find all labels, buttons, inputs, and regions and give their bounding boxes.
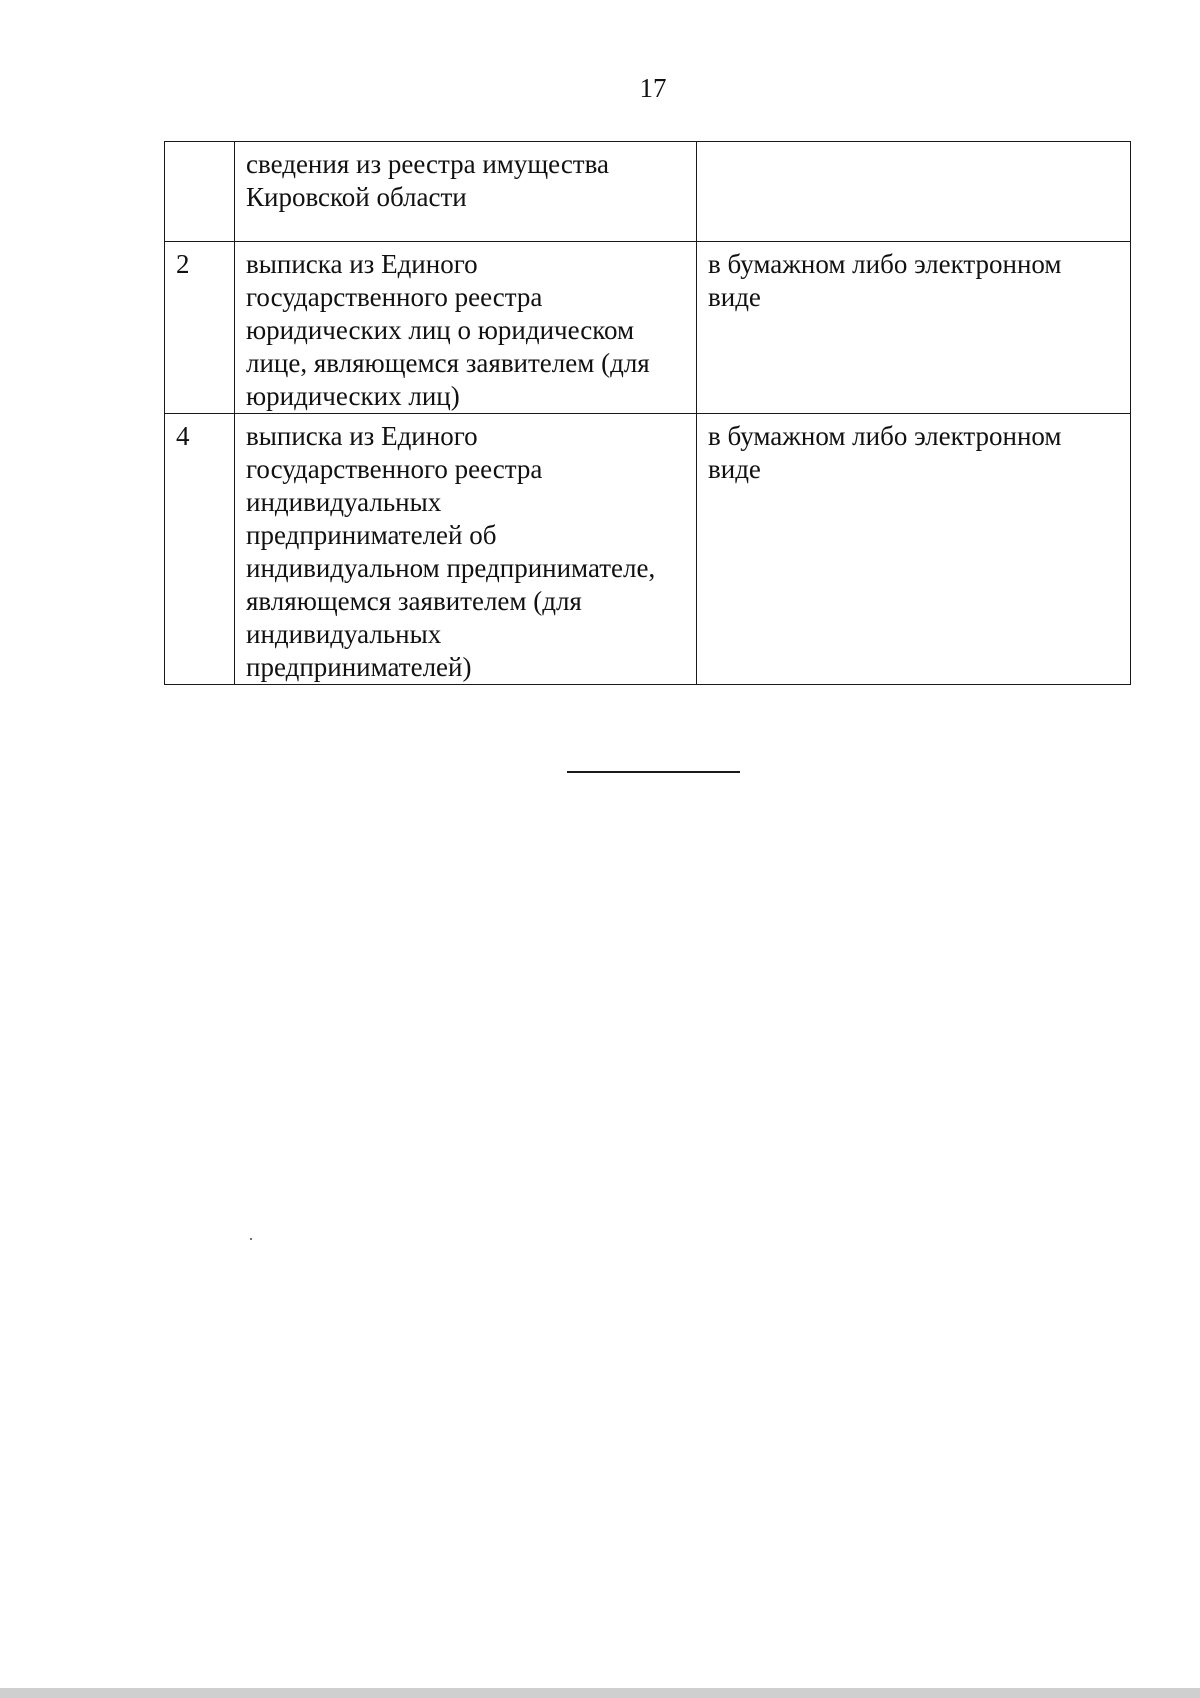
- document-name-line: предпринимателей): [246, 652, 472, 682]
- document-form-cell: [697, 142, 1131, 242]
- document-name-line: Кировской области: [246, 182, 467, 212]
- document-form-cell: [697, 242, 1131, 414]
- document-form-line: виде: [708, 454, 761, 484]
- document-name-line: выписка из Единого: [246, 249, 478, 279]
- document-name-line: юридических лиц): [246, 381, 460, 411]
- row-number-cell: [165, 142, 235, 242]
- document-name-line: являющемся заявителем (для: [246, 586, 582, 616]
- document-form-line: в бумажном либо электронном: [708, 421, 1062, 451]
- end-separator-line: [567, 771, 740, 773]
- document-name-line: лице, являющемся заявителем (для: [246, 348, 650, 378]
- document-name-line: выписка из Единого: [246, 421, 478, 451]
- document-form-cell: [697, 414, 1131, 685]
- table-row: [165, 142, 1131, 242]
- document-name-cell: [235, 414, 697, 685]
- document-name-cell: [235, 142, 697, 242]
- document-name-cell: [235, 242, 697, 414]
- document-form-line: в бумажном либо электронном: [708, 249, 1062, 279]
- document-name-line: индивидуальных: [246, 619, 442, 649]
- row-number-cell: 4: [165, 414, 235, 685]
- document-name-line: юридических лиц о юридическом: [246, 315, 635, 345]
- document-form-line: виде: [708, 282, 761, 312]
- page-number: 17: [639, 73, 667, 103]
- document-name-line: индивидуальных: [246, 487, 442, 517]
- table-row: [165, 242, 1131, 414]
- document-name-line: сведения из реестра имущества: [246, 149, 609, 179]
- document-name-line: предпринимателей об: [246, 520, 497, 550]
- row-number-cell: 2: [165, 242, 235, 414]
- document-name-line: государственного реестра: [246, 282, 543, 312]
- scan-edge: [0, 1688, 1200, 1698]
- scan-speck: [250, 1238, 252, 1240]
- document-name-line: государственного реестра: [246, 454, 543, 484]
- document-name-line: индивидуальном предпринимателе,: [246, 553, 656, 583]
- documents-table: [164, 141, 1131, 685]
- table-row: [165, 414, 1131, 685]
